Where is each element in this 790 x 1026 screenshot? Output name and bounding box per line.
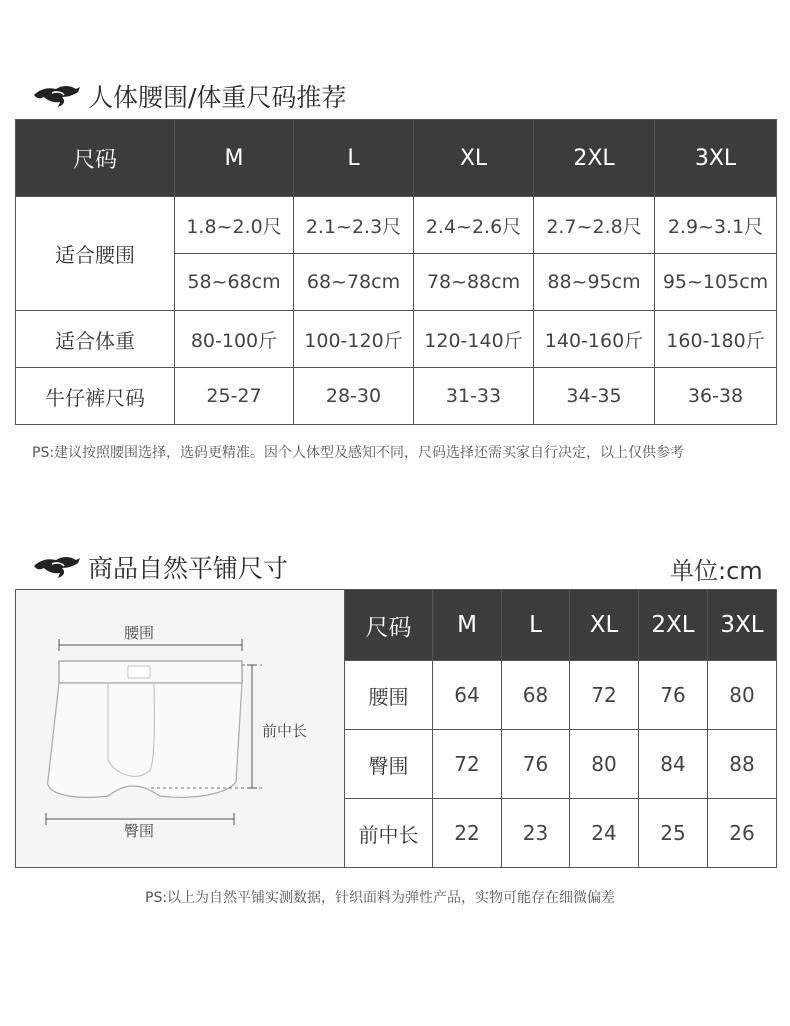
table-header-row xyxy=(345,590,777,661)
cell: 80-100斤 xyxy=(175,311,294,368)
cell: 76 xyxy=(639,661,708,730)
size-recommendation-table xyxy=(15,119,777,425)
cell: 25 xyxy=(639,799,708,868)
cell: 36-38 xyxy=(655,368,777,425)
flat-measurement-table xyxy=(344,589,777,868)
cell: 68~78cm xyxy=(294,254,414,311)
cell: 26 xyxy=(708,799,777,868)
cell: 2.1~2.3尺 xyxy=(294,197,414,254)
table-row xyxy=(345,799,777,868)
cell: 72 xyxy=(433,730,502,799)
cell: 22 xyxy=(433,799,502,868)
horse-icon xyxy=(32,83,82,109)
row-label-jeans: 牛仔裤尺码 xyxy=(16,368,175,425)
section2-title-text: 商品自然平铺尺寸 xyxy=(88,554,289,583)
horse-icon xyxy=(32,554,82,580)
cell: 2.4~2.6尺 xyxy=(414,197,534,254)
cell: 78~88cm xyxy=(414,254,534,311)
cell: 25-27 xyxy=(175,368,294,425)
row-label-waist: 适合腰围 xyxy=(16,197,175,311)
section1-title xyxy=(32,78,346,114)
table-row xyxy=(16,197,777,254)
row-label-waist: 腰围 xyxy=(345,661,433,730)
cell: 140-160斤 xyxy=(534,311,655,368)
cell: 23 xyxy=(502,799,570,868)
header-3xl: 3XL xyxy=(708,590,777,661)
section2-note: PS:以上为自然平铺实测数据，针织面料为弹性产品，实物可能存在细微偏差 xyxy=(145,890,616,906)
section2-title xyxy=(32,549,288,585)
header-m: M xyxy=(175,120,294,197)
cell: 68 xyxy=(502,661,570,730)
garment-diagram xyxy=(15,589,344,868)
cell: 2.7~2.8尺 xyxy=(534,197,655,254)
cell: 120-140斤 xyxy=(414,311,534,368)
header-l: L xyxy=(294,120,414,197)
cell: 95~105cm xyxy=(655,254,777,311)
row-label-hip: 臀围 xyxy=(345,730,433,799)
diagram-label-hip: 臀围 xyxy=(124,822,155,840)
table-row xyxy=(16,311,777,368)
cell: 24 xyxy=(570,799,639,868)
header-xl: XL xyxy=(414,120,534,197)
table-header-row xyxy=(16,120,777,197)
cell: 88~95cm xyxy=(534,254,655,311)
header-2xl: 2XL xyxy=(639,590,708,661)
table-row xyxy=(345,661,777,730)
cell: 31-33 xyxy=(414,368,534,425)
cell: 34-35 xyxy=(534,368,655,425)
row-label-length: 前中长 xyxy=(345,799,433,868)
cell: 160-180斤 xyxy=(655,311,777,368)
diagram-label-waist: 腰围 xyxy=(124,624,155,642)
cell: 76 xyxy=(502,730,570,799)
cell: 80 xyxy=(570,730,639,799)
cell: 64 xyxy=(433,661,502,730)
cell: 88 xyxy=(708,730,777,799)
header-size: 尺码 xyxy=(16,120,175,197)
table-row xyxy=(345,730,777,799)
cell: 58~68cm xyxy=(175,254,294,311)
cell: 2.9~3.1尺 xyxy=(655,197,777,254)
cell: 72 xyxy=(570,661,639,730)
row-label-weight: 适合体重 xyxy=(16,311,175,368)
table-row xyxy=(16,368,777,425)
diagram-label-length: 前中长 xyxy=(262,722,308,740)
cell: 100-120斤 xyxy=(294,311,414,368)
section1-title-text: 人体腰围/体重尺码推荐 xyxy=(88,83,347,112)
header-3xl: 3XL xyxy=(655,120,777,197)
header-l: L xyxy=(502,590,570,661)
cell: 84 xyxy=(639,730,708,799)
section1-note: PS:建议按照腰围选择，选码更精准。因个人体型及感知不同，尺码选择还需买家自行决定，以上仅供参考 xyxy=(32,445,685,461)
header-size: 尺码 xyxy=(345,590,433,661)
header-2xl: 2XL xyxy=(534,120,655,197)
header-m: M xyxy=(433,590,502,661)
cell: 1.8~2.0尺 xyxy=(175,197,294,254)
cell: 28-30 xyxy=(294,368,414,425)
cell: 80 xyxy=(708,661,777,730)
header-xl: XL xyxy=(570,590,639,661)
unit-label: 单位:cm xyxy=(670,557,763,585)
